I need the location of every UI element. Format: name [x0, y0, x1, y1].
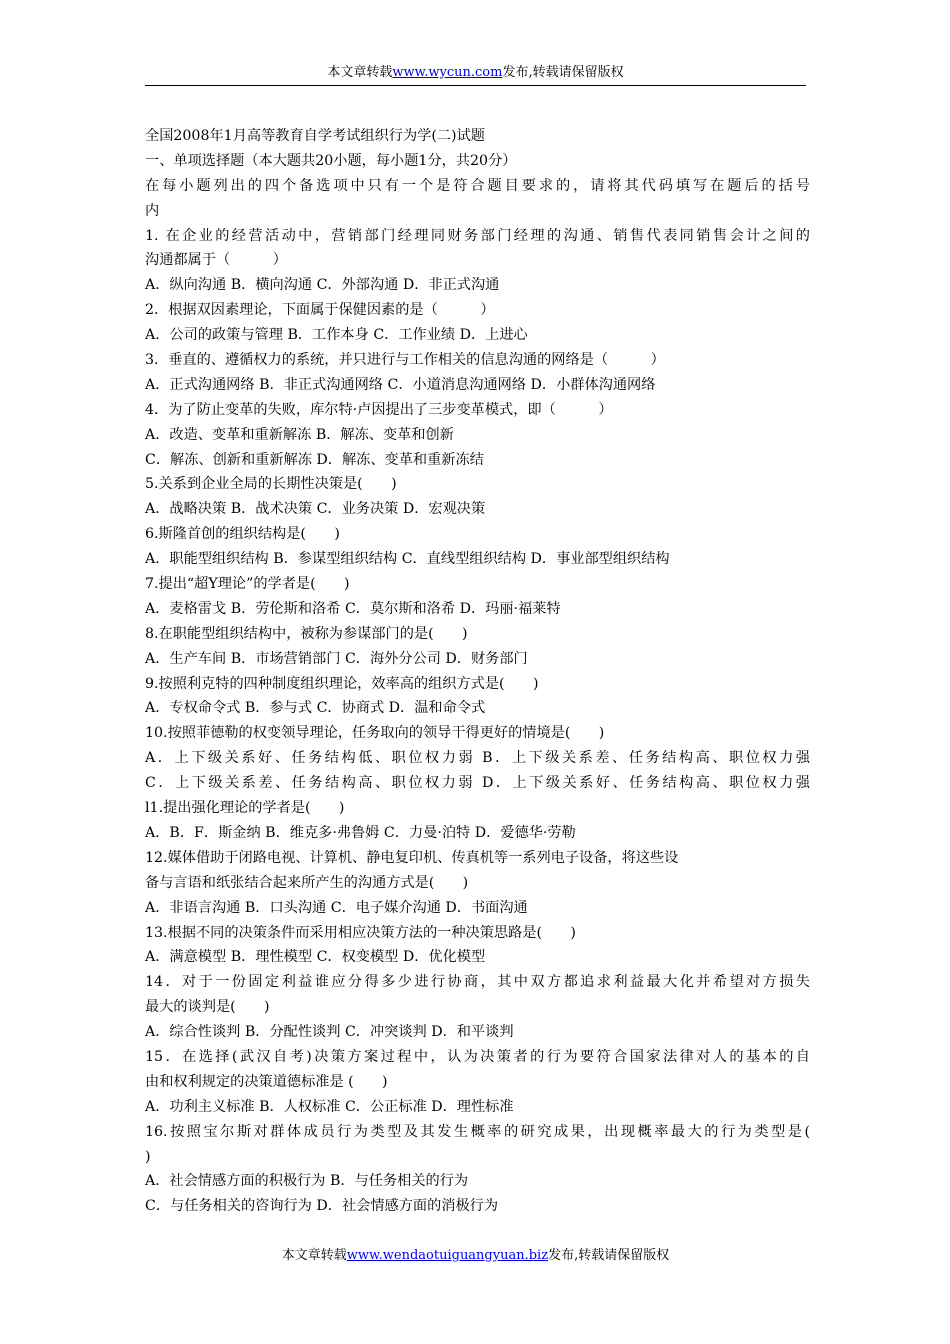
- footer-prefix: 本文章转载: [281, 1248, 347, 1263]
- text-line: A．麦格雷戈 B．劳伦斯和洛希 C．莫尔斯和洛希 D．玛丽·福莱特: [145, 600, 561, 617]
- page-header: [145, 64, 806, 82]
- header-link[interactable]: www.wycun.com: [392, 65, 503, 80]
- text-line: A．综合性谈判 B．分配性谈判 C．冲突谈判 D．和平谈判: [145, 1024, 514, 1041]
- text-line: A．生产车间 B．市场营销部门 C．海外分公司 D．财务部门: [145, 650, 528, 667]
- text-line: 16.按照宝尔斯对群体成员行为类型及其发生概率的研究成果，出现概率最大的行为类型是(: [145, 1123, 810, 1140]
- text-line: A．社会情感方面的积极行为 B．与任务相关的行为: [145, 1173, 469, 1190]
- text-line: 1. 在企业的经营活动中，营销部门经理同财务部门经理的沟通、销售代表同销售会计之间的: [145, 227, 810, 244]
- text-line: C．解冻、创新和重新解冻 D．解冻、变革和重新冻结: [145, 451, 484, 468]
- text-line: 3．垂直的、遵循权力的系统，并只进行与工作相关的信息沟通的网络是（ ）: [145, 352, 665, 369]
- text-line: A．B．F．斯金纳 B．维克多·弗鲁姆 C．力曼·泊特 D．爱德华·劳勒: [145, 824, 576, 841]
- text-line: C．上下级关系差、任务结构高、职位权力弱 D．上下级关系好、任务结构高、职位权力强: [145, 775, 810, 792]
- header-suffix: 发布,转载请保留版权: [502, 65, 624, 80]
- text-line: 7.提出“超Y理论”的学者是( ): [145, 576, 350, 593]
- text-line: A．战略决策 B．战术决策 C．业务决策 D．宏观决策: [145, 501, 486, 518]
- text-line: A．正式沟通网络 B．非正式沟通网络 C．小道消息沟通网络 D．小群体沟通网络: [145, 376, 656, 393]
- text-line: C．与任务相关的咨询行为 D．社会情感方面的消极行为: [145, 1198, 499, 1215]
- text-line: 2．根据双因素理论，下面属于保健因素的是（ ）: [145, 302, 495, 319]
- text-line: 内: [145, 202, 160, 219]
- text-line: 6.斯隆首创的组织结构是( ): [145, 526, 340, 543]
- header-prefix: 本文章转载: [327, 65, 393, 80]
- text-line: ): [145, 1148, 151, 1165]
- text-line: A．功利主义标准 B．人权标准 C．公正标准 D．理性标准: [145, 1098, 514, 1115]
- text-line: A．纵向沟通 B．横向沟通 C．外部沟通 D．非正式沟通: [145, 277, 500, 294]
- text-line: 由和权利规定的决策道德标准是 ( ): [145, 1073, 388, 1090]
- text-line: A．职能型组织结构 B．参谋型组织结构 C．直线型组织结构 D．事业部型组织结构: [145, 551, 670, 568]
- text-line: 12.媒体借助于闭路电视、计算机、静电复印机、传真机等一系列电子设备，将这些设: [145, 849, 679, 866]
- text-line: 全国2008年1月高等教育自学考试组织行为学(二)试题: [145, 128, 485, 144]
- text-line: 沟通都属于（ ）: [145, 252, 287, 269]
- text-line: A．非语言沟通 B．口头沟通 C．电子媒介沟通 D．书面沟通: [145, 899, 528, 916]
- text-line: 8.在职能型组织结构中，被称为参谋部门的是( ): [145, 625, 468, 642]
- page-footer: [145, 1247, 806, 1265]
- text-line: A．改造、变革和重新解冻 B．解冻、变革和创新: [145, 426, 454, 443]
- text-line: 14．对于一份固定利益谁应分得多少进行协商，其中双方都追求利益最大化并希望对方损失: [145, 974, 810, 991]
- text-line: A．满意模型 B．理性模型 C．权变模型 D．优化模型: [145, 949, 486, 966]
- text-line: 备与言语和纸张结合起来所产生的沟通方式是( ): [145, 874, 469, 891]
- text-line: l1.提出强化理论的学者是( ): [145, 800, 345, 817]
- text-line: 在每小题列出的四个备选项中只有一个是符合题目要求的，请将其代码填写在题后的括号: [145, 177, 810, 194]
- text-line: A．专权命令式 B．参与式 C．协商式 D．温和命令式: [145, 700, 486, 717]
- text-line: 10.按照菲德勒的权变领导理论，任务取向的领导干得更好的情境是( ): [145, 725, 605, 742]
- document-body: [145, 124, 810, 1219]
- text-line: A．公司的政策与管理 B．工作本身 C．工作业绩 D．上进心: [145, 327, 528, 344]
- header-rule: [145, 85, 806, 86]
- text-line: 13.根据不同的决策条件而采用相应决策方法的一种决策思路是( ): [145, 924, 576, 941]
- text-line: A．上下级关系好、任务结构低、职位权力弱 B．上下级关系差、任务结构高、职位权力强: [145, 750, 810, 767]
- footer-suffix: 发布,转载请保留版权: [548, 1248, 670, 1263]
- text-line: 5.关系到企业全局的长期性决策是( ): [145, 476, 397, 493]
- text-line: 15．在选择(武汉自考)决策方案过程中，认为决策者的行为要符合国家法律对人的基本的自: [145, 1048, 810, 1065]
- text-line: 一、单项选择题（本大题共20小题，每小题1分，共20分）: [145, 152, 517, 169]
- footer-link[interactable]: www.wendaotuiguangyuan.biz: [346, 1248, 549, 1263]
- text-line: 4．为了防止变革的失败，库尔特·卢因提出了三步变革模式，即（ ）: [145, 401, 613, 418]
- text-line: 最大的谈判是( ): [145, 999, 270, 1016]
- text-line: 9.按照利克特的四种制度组织理论，效率高的组织方式是( ): [145, 675, 539, 692]
